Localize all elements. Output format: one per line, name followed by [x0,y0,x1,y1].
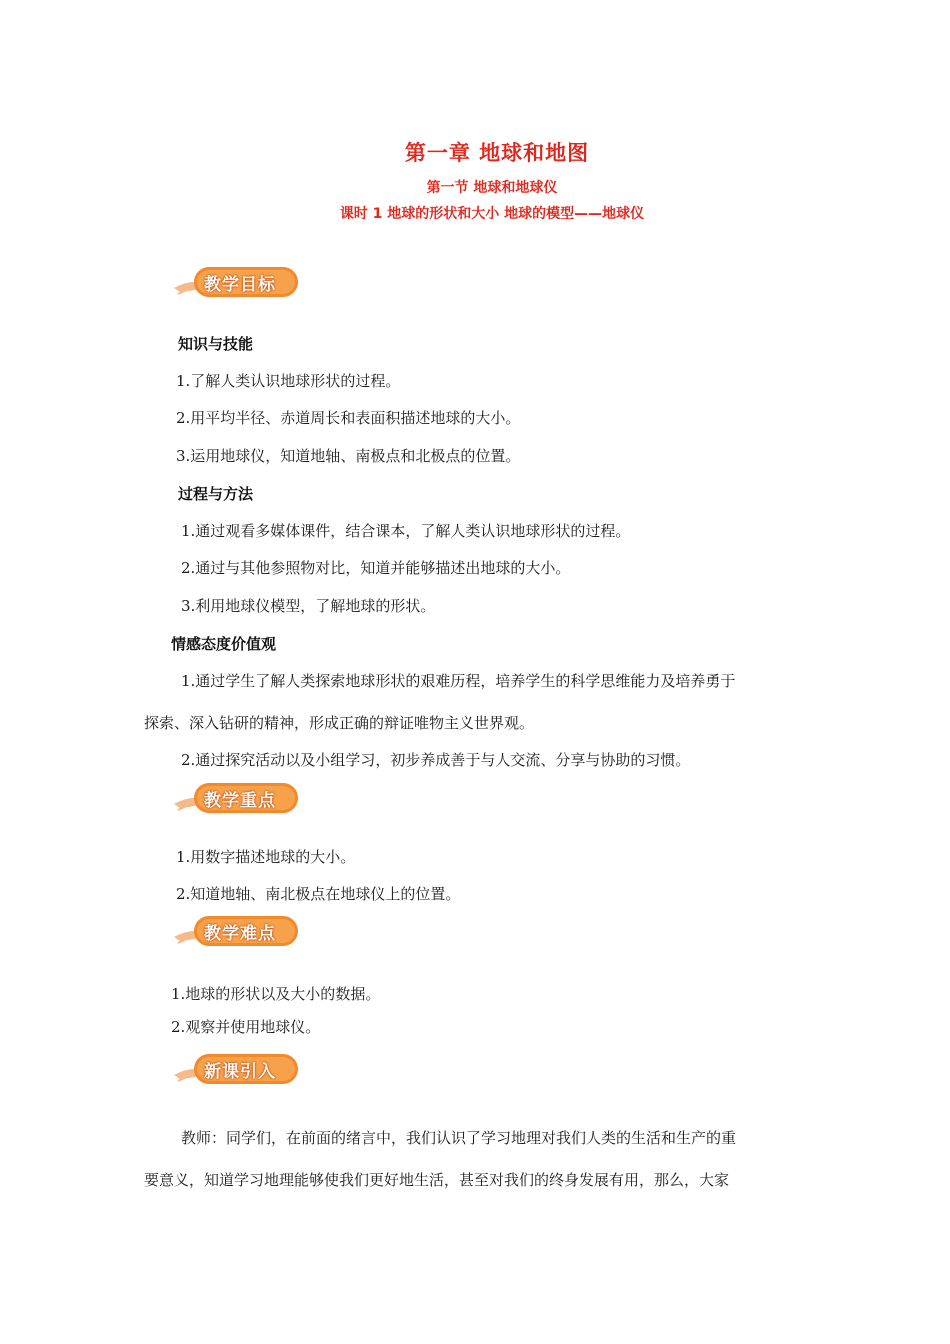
intro-badge [172,1049,302,1089]
badge-label: 教学目标 [204,275,276,295]
list-item: 1.了解人类认识地球形状的过程。 [176,372,401,390]
knowledge-heading: 知识与技能 [178,335,254,353]
chapter-title: 第一章 地球和地图 [404,141,590,165]
section-title: 第一节 地球和地球仪 [426,180,558,196]
difficulties-badge [172,911,302,951]
teaching-goals-badge [172,262,302,302]
list-item: 2.通过与其他参照物对比，知道并能够描述出地球的大小。 [181,559,571,577]
list-item: 1.用数字描述地球的大小。 [176,848,356,866]
list-item: 2.观察并使用地球仪。 [171,1018,321,1036]
list-item: 2.知道地轴、南北极点在地球仪上的位置。 [176,885,461,903]
list-item: 2.通过探究活动以及小组学习，初步养成善于与人交流、分享与协助的习惯。 [181,751,691,769]
process-heading: 过程与方法 [178,485,254,503]
list-item: 1.地球的形状以及大小的数据。 [171,985,381,1003]
list-item: 1.通过学生了解人类探索地球形状的艰难历程，培养学生的科学思维能力及培养勇于 [181,672,736,690]
list-item: 2.用平均半径、赤道周长和表面积描述地球的大小。 [176,409,521,427]
intro-paragraph-line: 要意义，知道学习地理能够使我们更好地生活，甚至对我们的终身发展有用，那么，大家 [144,1171,730,1189]
list-item: 3.利用地球仪模型，了解地球的形状。 [181,597,436,615]
key-points-badge [172,778,302,818]
badge-label: 新课引入 [204,1062,276,1082]
intro-paragraph-line: 教师：同学们，在前面的绪言中，我们认识了学习地理对我们人类的生活和生产的重 [181,1129,737,1147]
lesson-title: 课时 1 地球的形状和大小 地球的模型——地球仪 [339,206,645,222]
list-item-continuation: 探索、深入钻研的精神，形成正确的辩证唯物主义世界观。 [144,714,535,732]
list-item: 3.运用地球仪，知道地轴、南极点和北极点的位置。 [176,447,521,465]
badge-label: 教学重点 [204,791,276,811]
list-item: 1.通过观看多媒体课件，结合课本，了解人类认识地球形状的过程。 [181,522,631,540]
badge-label: 教学难点 [204,924,276,944]
attitude-heading: 情感态度价值观 [171,635,277,653]
